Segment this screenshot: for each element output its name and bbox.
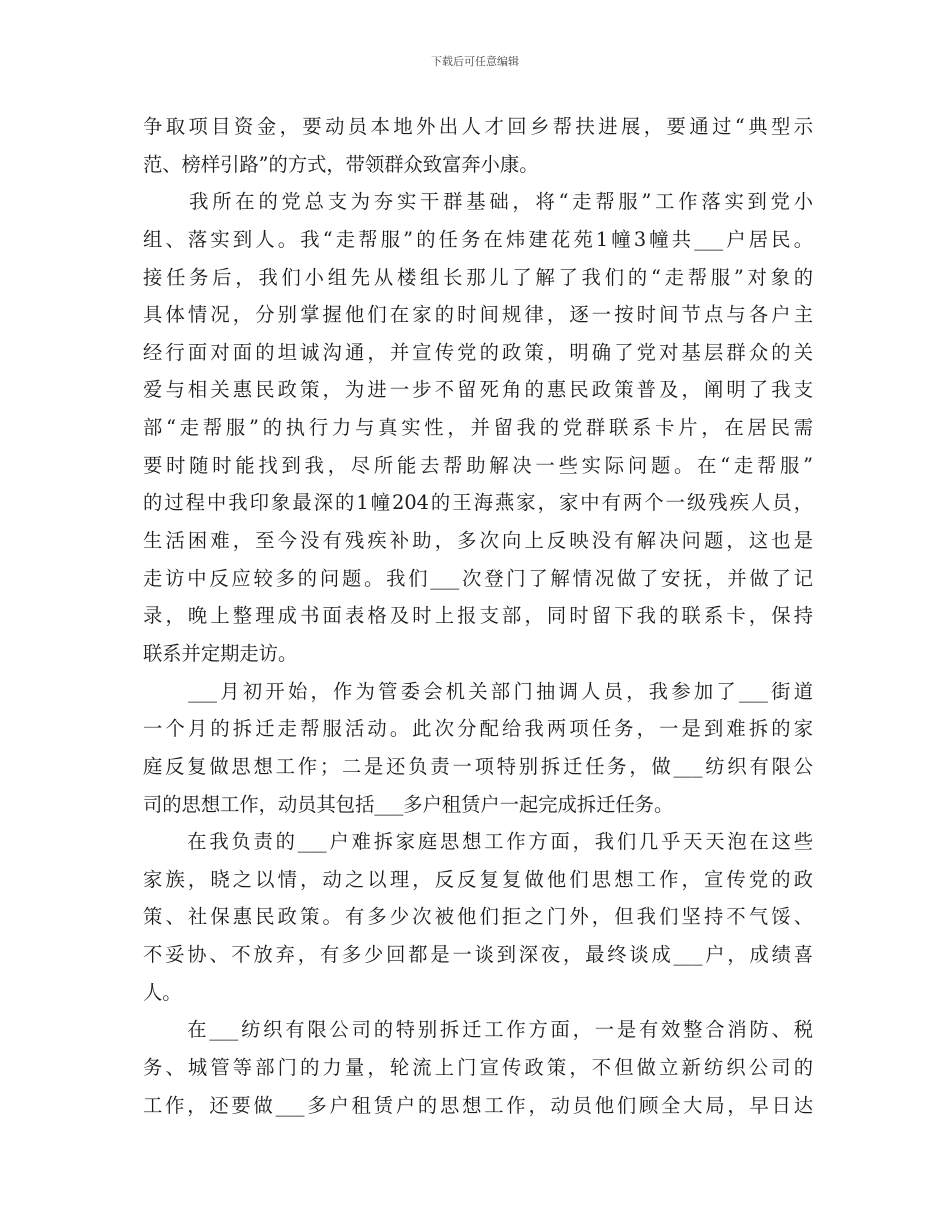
text-line: 争取项目资金，要动员本地外出人才回乡帮扶进展，要通过“典型示: [143, 115, 813, 138]
text-line: 生活困难，至今没有残疾补助，多次向上反映没有解决问题，这也是: [143, 529, 813, 553]
text-line: 部“走帮服”的执行力与真实性，并留我的党群联系卡片，在居民需: [143, 416, 813, 440]
text-line: 组、落实到人。我“走帮服”的任务在炜建花苑1幢3幢共___户居民。: [143, 227, 813, 251]
text-line: 不妥协、不放弃，有多少回都是一谈到深夜，最终谈成___户，成绩喜: [143, 943, 813, 967]
text-line: 庭反复做思想工作；二是还负责一项特别拆迁任务，做___纺织有限公: [143, 754, 813, 778]
text-line: ___月初开始，作为管委会机关部门抽调人员，我参加了___街道: [143, 679, 813, 703]
text-line: 范、榜样引路”的方式，带领群众致富奔小康。: [143, 152, 539, 176]
text-line: 联系并定期走访。: [143, 641, 298, 665]
text-line: 工作，还要做___多户租赁户的思想工作，动员他们顾全大局，早日达: [143, 1093, 813, 1117]
text-line: 录，晚上整理成书面表格及时上报支部，同时留下我的联系卡，保持: [143, 604, 813, 628]
text-line: 在我负责的___户难拆家庭思想工作方面，我们几乎天天泡在这些: [143, 830, 813, 854]
text-line: 一个月的拆迁走帮服活动。此次分配给我两项任务，一是到难拆的家: [143, 717, 813, 741]
text-line: 司的思想工作，动员其包括___多户租赁户一起完成拆迁任务。: [143, 792, 674, 816]
text-line: 具体情况，分别掌握他们在家的时间规律，逐一按时间节点与各户主: [143, 303, 813, 327]
text-line: 家族，晓之以情，动之以理，反反复复做他们思想工作，宣传党的政: [143, 867, 813, 891]
text-line: 走访中反应较多的问题。我们___次登门了解情况做了安抚，并做了记: [143, 566, 813, 590]
document-body: [143, 108, 813, 1124]
text-line: 要时随时能找到我，尽所能去帮助解决一些实际问题。在“走帮服”: [143, 453, 813, 477]
text-line: 接任务后，我们小组先从楼组长那儿了解了我们的“走帮服”对象的: [143, 265, 813, 289]
page-header: 下载后可任意编辑: [431, 55, 519, 68]
text-line: 爱与相关惠民政策，为进一步不留死角的惠民政策普及，阐明了我支: [143, 378, 813, 402]
text-line: 我所在的党总支为夯实干群基础，将“走帮服”工作落实到党小: [143, 190, 813, 214]
text-line: 的过程中我印象最深的1幢204的王海燕家，家中有两个一级残疾人员，: [143, 491, 813, 515]
text-line: 人。: [143, 980, 182, 1004]
text-line: 经行面对面的坦诚沟通，并宣传党的政策，明确了党对基层群众的关: [143, 340, 813, 364]
text-line: 在___纺织有限公司的特别拆迁工作方面，一是有效整合消防、税: [143, 1018, 813, 1042]
text-line: 策、社保惠民政策。有多少次被他们拒之门外，但我们坚持不气馁、: [143, 905, 813, 929]
text-line: 务、城管等部门的力量，轮流上门宣传政策，不但做立新纺织公司的: [143, 1056, 813, 1080]
